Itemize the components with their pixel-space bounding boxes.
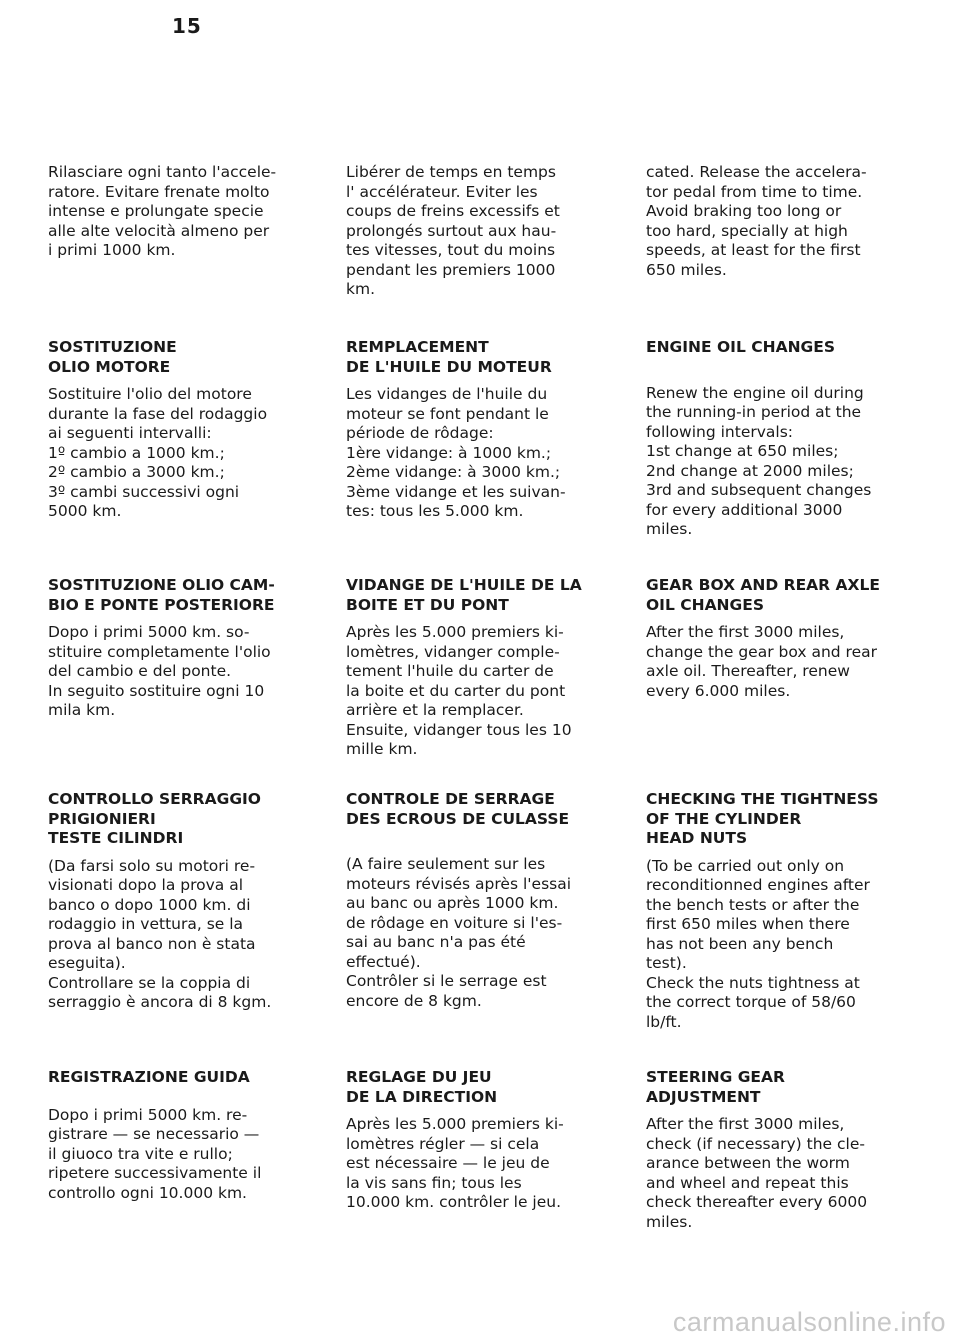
italian-engine-oil-section xyxy=(48,338,320,522)
french-engine-oil-heading: REMPLACEMENT DE L'HUILE DU MOTEUR xyxy=(346,338,552,376)
english-engine-oil-section xyxy=(646,338,918,540)
english-gearbox-heading: GEAR BOX AND REAR AXLE OIL CHANGES xyxy=(646,576,880,614)
italian-intro-text: Rilasciare ogni tanto l'accele- ratore. Evitare frenate molto intense e prolungate specie alle alte velocità almeno per i primi 1000 km. xyxy=(48,163,277,259)
italian-steering-heading: REGISTRAZIONE GUIDA xyxy=(48,1068,250,1086)
french-steering-text: Après les 5.000 premiers ki- lomètres régler — si cela est nécessaire — le jeu de la vis sans fin; tous les 10.000 km. contrôler le jeu. xyxy=(346,1115,564,1211)
italian-head-nuts-text: (Da farsi solo su motori re- visionati dopo la prova al banco o dopo 1000 km. di rodaggio in vettura, se la prova al banco non è stata eseguita). Controllare se la coppia di serraggio è ancora di 8 kgm. xyxy=(48,856,272,1011)
italian-steering-section xyxy=(48,1068,320,1203)
french-intro-block xyxy=(346,163,618,300)
french-head-nuts-section xyxy=(346,790,618,1011)
french-gearbox-heading: VIDANGE DE L'HUILE DE LA BOITE ET DU PONT xyxy=(346,576,582,614)
french-gearbox-text: Après les 5.000 premiers ki- lomètres, vidanger comple- tement l'huile du carter de la boite et du carter du pont arrière et la remplacer. Ensuite, vidanger tous les 10 mille km. xyxy=(346,623,572,758)
page-number: 15 xyxy=(172,14,202,38)
watermark-url: carmanualsonline.info xyxy=(672,1307,946,1337)
english-head-nuts-section xyxy=(646,790,918,1032)
english-engine-oil-heading: ENGINE OIL CHANGES xyxy=(646,338,836,356)
english-steering-section xyxy=(646,1068,918,1232)
english-head-nuts-heading: CHECKING THE TIGHTNESS OF THE CYLINDER HEAD NUTS xyxy=(646,790,879,847)
english-head-nuts-text: (To be carried out only on reconditionned engines after the bench tests or after the first 650 miles when there has not been any bench test). Check the nuts tightness at the correct torque of 58/60 lb/ft. xyxy=(646,856,870,1031)
french-gearbox-section xyxy=(346,576,618,760)
english-engine-oil-text: Renew the engine oil during the running-in period at the following intervals: 1st change at 650 miles; 2nd change at 2000 miles; 3rd and subsequent changes for every additional 3000 miles. xyxy=(646,383,872,538)
english-steering-text: After the first 3000 miles, check (if necessary) the cle- arance between the worm and wheel and repeat this check thereafter every 6000 miles. xyxy=(646,1115,868,1231)
italian-steering-text: Dopo i primi 5000 km. re- gistrare — se necessario — il giuoco tra vite e rullo; ripetere successivamente il controllo ogni 10.000 km. xyxy=(48,1105,262,1202)
italian-gearbox-section xyxy=(48,576,320,721)
italian-head-nuts-heading: CONTROLLO SERRAGGIO PRIGIONIERI TESTE CILINDRI xyxy=(48,790,261,847)
french-head-nuts-heading: CONTROLE DE SERRAGE DES ECROUS DE CULASSE xyxy=(346,790,570,828)
italian-intro-block xyxy=(48,163,320,261)
english-intro-block xyxy=(646,163,918,280)
italian-gearbox-text: Dopo i primi 5000 km. so- stituire completamente l'olio del cambio e del ponte. In seguito sostituire ogni 10 mila km. xyxy=(48,623,271,719)
english-gearbox-section xyxy=(646,576,918,701)
english-gearbox-text: After the first 3000 miles, change the gear box and rear axle oil. Thereafter, renew every 6.000 miles. xyxy=(646,623,877,700)
french-engine-oil-text: Les vidanges de l'huile du moteur se font pendant le période de rôdage: 1ère vidange: à 1000 km.; 2ème vidange: à 3000 km.; 3ème vidange et les suivan- tes: tous les 5.000 km. xyxy=(346,385,566,520)
italian-engine-oil-text: Sostituire l'olio del motore durante la fase del rodaggio ai seguenti intervalli: 1º cambio a 1000 km.; 2º cambio a 3000 km.; 3º cambi successivi ogni 5000 km. xyxy=(48,385,268,520)
italian-engine-oil-heading: SOSTITUZIONE OLIO MOTORE xyxy=(48,338,177,376)
italian-gearbox-heading: SOSTITUZIONE OLIO CAM- BIO E PONTE POSTERIORE xyxy=(48,576,275,614)
french-intro-text: Libérer de temps en temps l' accélérateur. Eviter les coups de freins excessifs et prolongés surtout aux hau- tes vitesses, tout du moins pendant les premiers 1000 km. xyxy=(346,163,560,298)
french-engine-oil-section xyxy=(346,338,618,522)
italian-head-nuts-section xyxy=(48,790,320,1013)
french-steering-heading: REGLAGE DU JEU DE LA DIRECTION xyxy=(346,1068,498,1106)
english-steering-heading: STEERING GEAR ADJUSTMENT xyxy=(646,1068,785,1106)
french-head-nuts-text: (A faire seulement sur les moteurs révisés après l'essai au banc ou après 1000 km. de rôdage en voiture si l'es- sai au banc n'a pas été effectué). Contrôler si le serrage est encore de 8 kgm. xyxy=(346,855,572,1010)
english-intro-text: cated. Release the accelera- tor pedal from time to time. Avoid braking too long or too hard, specially at high speeds, at least for the first 650 miles. xyxy=(646,163,867,279)
french-steering-section xyxy=(346,1068,618,1213)
